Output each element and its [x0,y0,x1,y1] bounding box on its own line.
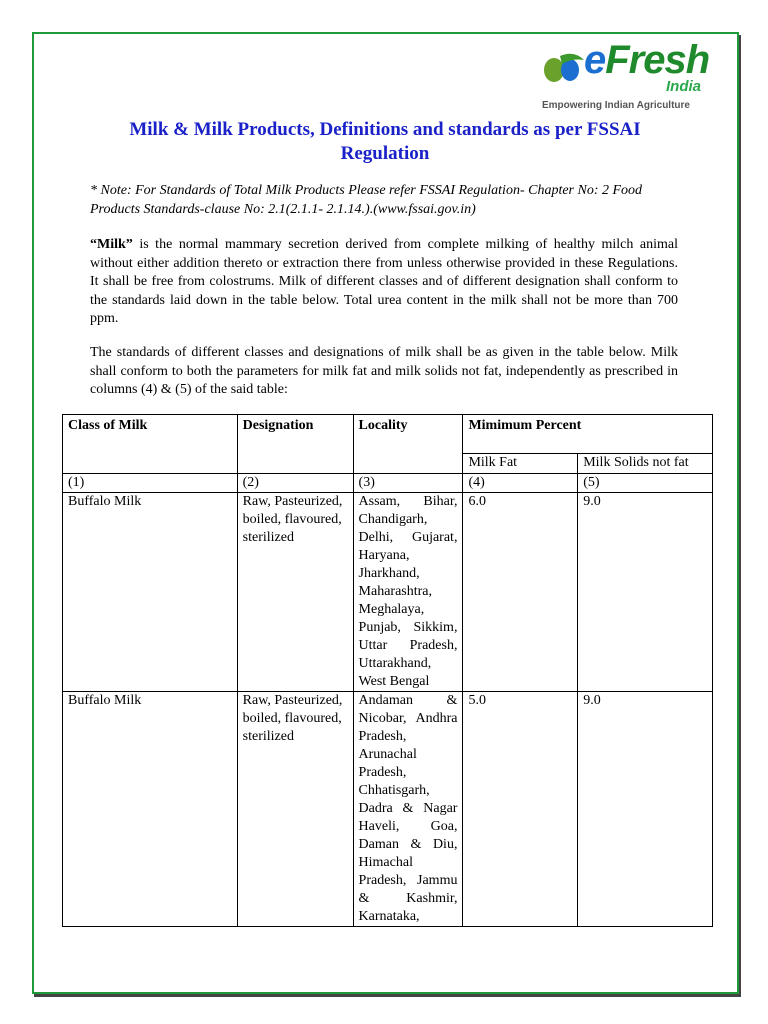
col-number: (3) [353,474,463,493]
standards-paragraph: The standards of different classes and designations of milk shall be as given in the table below. Milk shall conform to both the parameters for milk fat and milk solids not fat, independently as prescribed in columns (4) & (5) of the said table: [90,345,678,397]
cell-designation: Raw, Pasteurized, boiled, flavoured, sterilized [237,692,353,927]
header-locality: Locality [353,415,463,474]
cell-class: Buffalo Milk [63,493,238,692]
header-class: Class of Milk [63,415,238,474]
cell-milk-fat: 5.0 [463,692,578,927]
logo-sub: India [666,78,702,95]
table-row [63,493,713,692]
header-minimum-percent: Mimimum Percent [463,415,713,454]
cell-locality: Assam, Bihar, Chandigarh, Delhi, Gujarat, Haryana, Jharkhand, Maharashtra, Meghalaya, Punjab, Sikkim, Uttar Pradesh, Uttarakhand, West Bengal [353,493,463,692]
leaf-icon [540,50,588,90]
col-number: (2) [237,474,353,493]
milk-term: “Milk” [90,237,133,252]
logo-wordmark: eFresh [584,38,710,82]
cell-milk-fat: 6.0 [463,493,578,692]
header-milk-snf: Milk Solids not fat [578,454,713,474]
cell-class: Buffalo Milk [63,692,238,927]
header-row [63,415,713,454]
col-number: (4) [463,474,578,493]
efresh-logo [538,32,738,114]
cell-milk-snf: 9.0 [578,692,713,927]
table-row [63,692,713,927]
column-number-row [63,474,713,493]
milk-definition-text: is the normal mammary secretion derived from complete milking of healthy milch animal without either addition thereto or extraction there from unless otherwise provided in these Regulations. It shall be free from colostrums. Milk of different classes and of different designation shall conform to the standards laid down in the table below. Total urea content in the milk shall not be more than 700 ppm. [90,237,678,326]
col-number: (1) [63,474,238,493]
header-designation: Designation [237,415,353,474]
cell-locality: Andaman & Nicobar, Andhra Pradesh, Arunachal Pradesh, Chhatisgarh, Dadra & Nagar Haveli, Goa, Daman & Diu, Himachal Pradesh, Jammu & Kashmir, Karnataka, [353,692,463,927]
cell-designation: Raw, Pasteurized, boiled, flavoured, sterilized [237,493,353,692]
page-title: Milk & Milk Products, Definitions and standards as per FSSAI Regulation [129,119,641,164]
logo-tagline: Empowering Indian Agriculture [542,100,690,111]
milk-definition-paragraph [90,236,678,329]
cell-milk-snf: 9.0 [578,493,713,692]
header-milk-fat: Milk Fat [463,454,578,474]
note-paragraph: * Note: For Standards of Total Milk Products Please refer FSSAI Regulation- Chapter No: 2 Food Products Standards-clause No: 2.1(2.1.1- 2.1.14.).(www.fssai.gov.in) [90,183,643,217]
col-number: (5) [578,474,713,493]
milk-standards-table [62,414,713,927]
